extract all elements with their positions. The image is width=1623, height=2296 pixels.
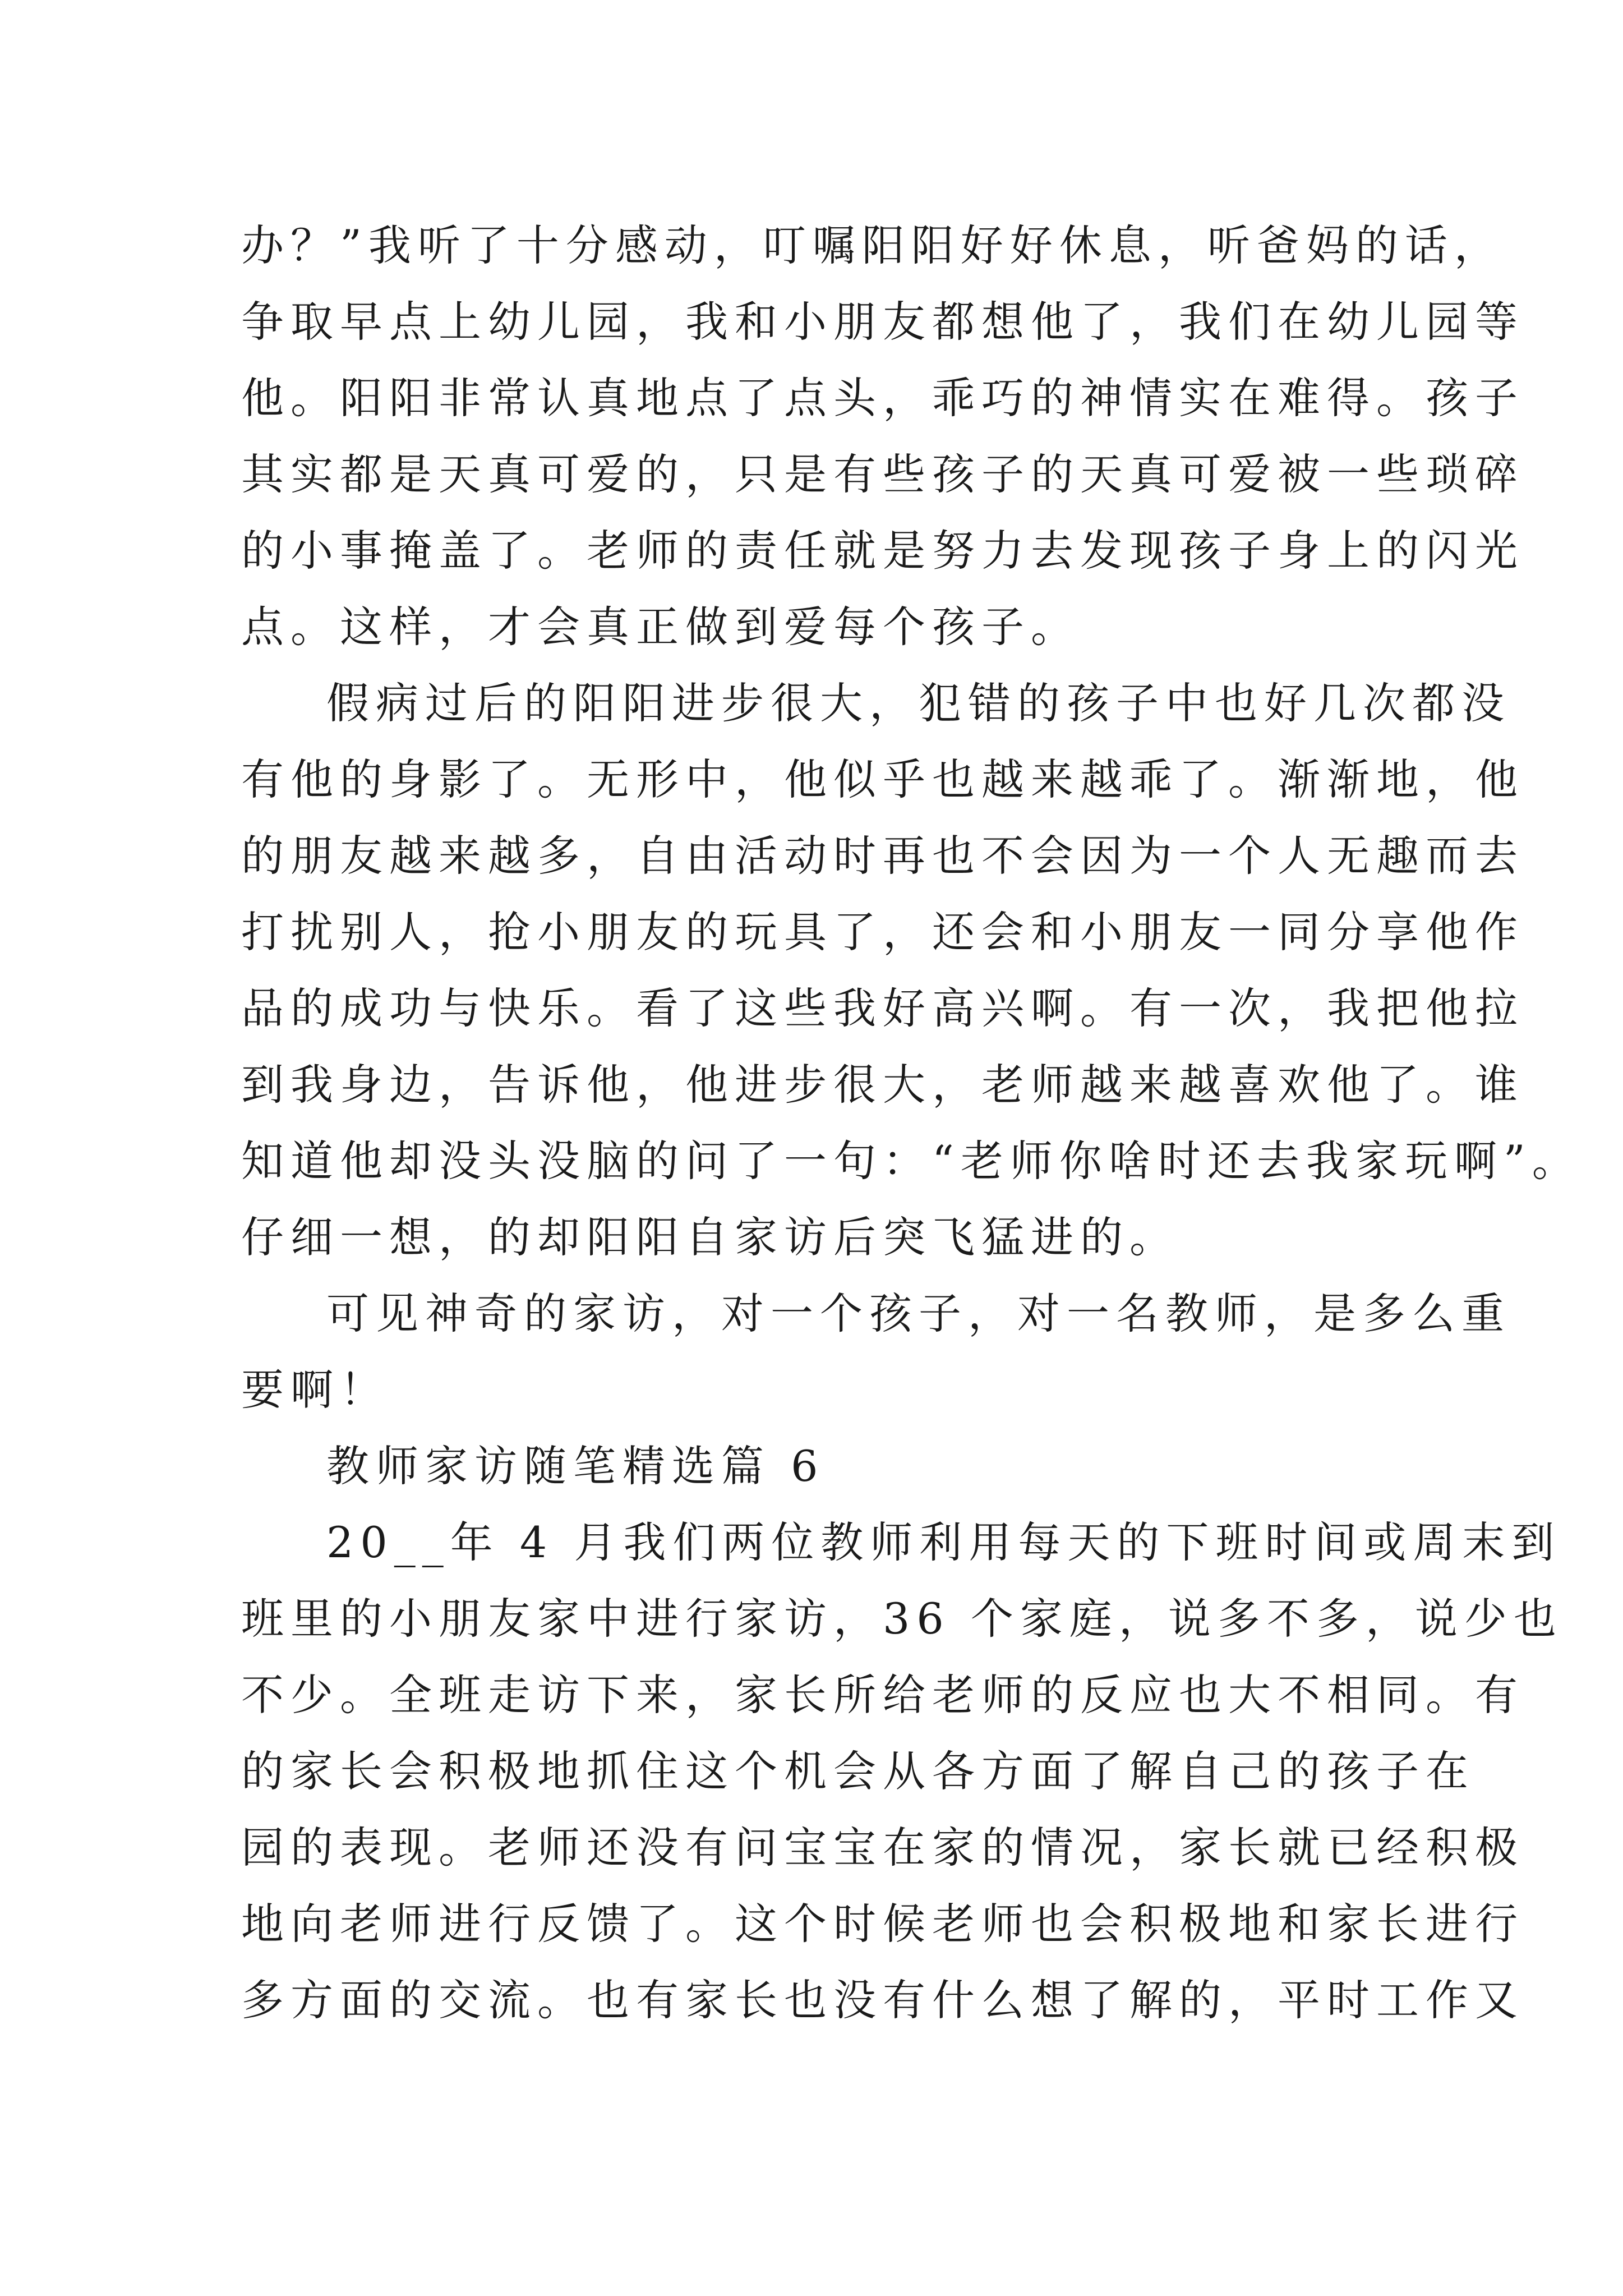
text-line: 点。这样，才会真正做到爱每个孩子。 [241,602,1080,652]
paragraph-first-line: 20__年 4 月我们两位教师利用每天的下班时间或周末到 [326,1517,1561,1567]
text-line: 他。阳阳非常认真地点了点头，乖巧的神情实在难得。孩子 [241,373,1524,423]
text-line: 要啊！ [241,1365,389,1415]
text-line: 其实都是天真可爱的，只是有些孩子的天真可爱被一些琐碎 [241,449,1524,499]
paragraph-first-line: 假病过后的阳阳进步很大，犯错的孩子中也好几次都没 [326,678,1511,728]
text-line: 班里的小朋友家中进行家访，36 个家庭，说多不多，说少也 [241,1594,1563,1644]
text-line: 品的成功与快乐。看了这些我好高兴啊。有一次，我把他拉 [241,983,1524,1033]
text-line: 的小事掩盖了。老师的责任就是努力去发现孩子身上的闪光 [241,526,1524,576]
text-line: 知道他却没头没脑的问了一句：“老师你啥时还去我家玩啊”。 [241,1136,1581,1186]
body-text [241,208,1581,2039]
text-line: 争取早点上幼儿园，我和小朋友都想他了，我们在幼儿园等 [241,297,1524,347]
text-line: 园的表现。老师还没有问宝宝在家的情况，家长就已经积极 [241,1823,1524,1872]
text-line: 有他的身影了。无形中，他似乎也越来越乖了。渐渐地，他 [241,754,1524,804]
text-line: 不少。全班走访下来，家长所给老师的反应也大不相同。有 [241,1670,1524,1720]
text-line: 地向老师进行反馈了。这个时候老师也会积极地和家长进行 [241,1899,1524,1949]
paragraph-first-line: 可见神奇的家访，对一个孩子，对一名教师，是多么重 [326,1289,1511,1338]
text-line: 多方面的交流。也有家长也没有什么想了解的，平时工作又 [241,1975,1524,2025]
text-line: 打扰别人，抢小朋友的玩具了，还会和小朋友一同分享他作 [241,907,1524,957]
text-line: 的家长会积极地抓住这个机会从各方面了解自己的孩子在 [241,1746,1475,1796]
text-line: 仔细一想，的却阳阳自家访后突飞猛进的。 [241,1212,1179,1262]
text-line: 办？”我听了十分感动，叮嘱阳阳好好休息，听爸妈的话， [241,220,1504,270]
text-line: 到我身边，告诉他，他进步很大，老师越来越喜欢他了。谁 [241,1060,1524,1110]
section-heading: 教师家访随笔精选篇 6 [326,1441,825,1491]
text-line: 的朋友越来越多，自由活动时再也不会因为一个人无趣而去 [241,831,1524,881]
